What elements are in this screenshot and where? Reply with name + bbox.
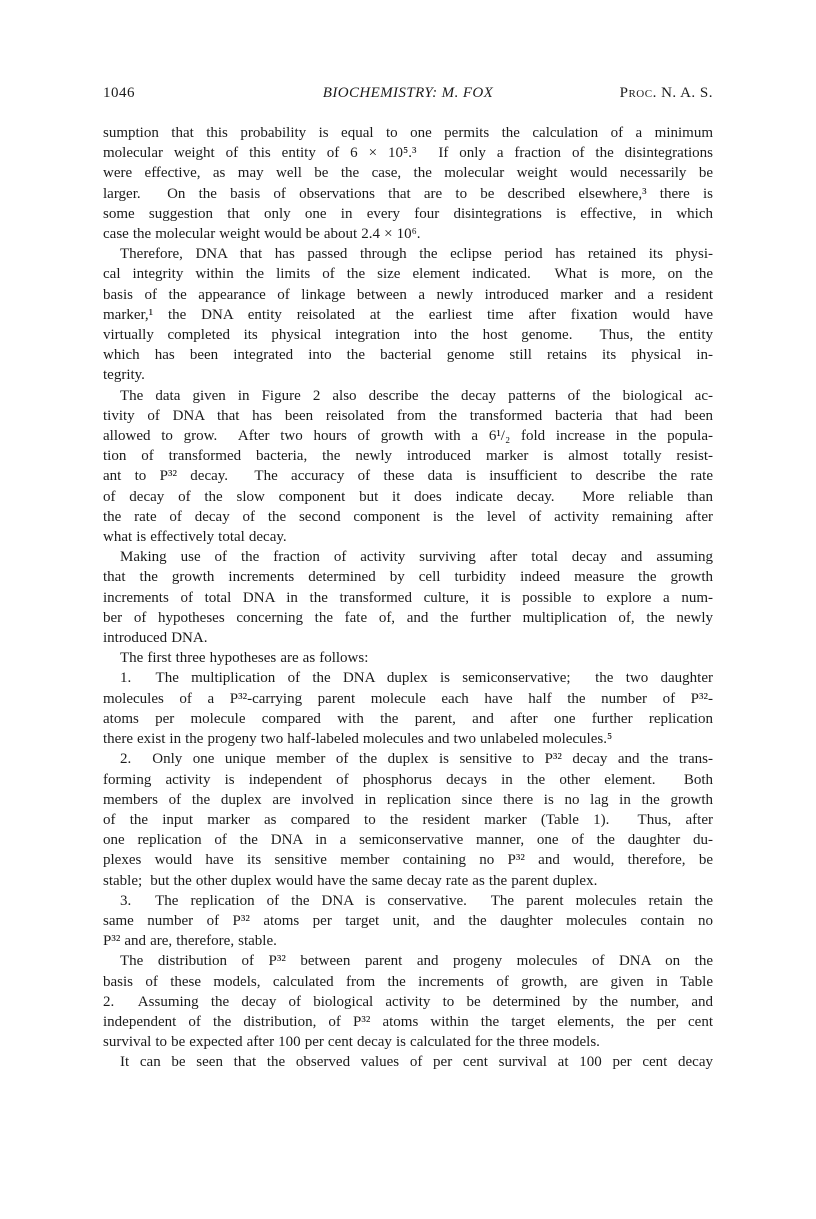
text-line-p9-l5: survival to be expected after 100 per cent decay is calculated for the three models.	[103, 1034, 600, 1051]
text-line-p6-l1: 1. The multiplication of the DNA duplex is semiconservative; the two daughter	[120, 670, 713, 687]
running-title: BIOCHEMISTRY: M. FOX	[322, 85, 494, 101]
text-line-p7-l7: stable; but the other duplex would have the same decay rate as the parent duplex.	[103, 872, 598, 889]
text-line-p4-l3: increments of total DNA in the transformed culture, it is possible to explore a num-	[103, 589, 713, 606]
text-line-p1-l2: molecular weight of this entity of 6 × 10⁵.³ If only a fraction of the disintegrations	[103, 145, 713, 162]
text-line-p9-l4: independent of the distribution, of P³² atoms within the target elements, the per cent	[103, 1013, 713, 1030]
text-line-p1-l1: sumption that this probability is equal to one permits the calculation of a minimum	[103, 125, 713, 141]
text-line-p7-l3: members of the duplex are involved in replication since there is no lag in the growth	[103, 791, 713, 808]
text-line-p2-l4: marker,¹ the DNA entity reisolated at the earliest time after fixation would have	[103, 306, 713, 323]
text-line-p1-l5: some suggestion that only one in every four disintegrations is effective, in which	[103, 205, 713, 222]
text-line-p7-l4: of the input marker as compared to the resident marker (Table 1). Thus, after	[103, 811, 713, 828]
text-line-p6-l2: molecules of a P³²-carrying parent molecule each have half the number of P³²-	[103, 690, 713, 707]
text-line-p4-l4: ber of hypotheses concerning the fate of, and the further multiplication of, the newly	[103, 609, 713, 626]
text-line-p3-l2: tivity of DNA that has been reisolated from the transformed bacteria that had been	[103, 407, 713, 424]
text-line-p9-l2: basis of these models, calculated from the increments of growth, are given in Table	[103, 973, 713, 990]
text-line-p2-l2: cal integrity within the limits of the size element indicated. What is more, on the	[103, 266, 713, 283]
text-line-p4-l1: Making use of the fraction of activity surviving after total decay and assuming	[120, 549, 713, 566]
text-line-p9-l1: The distribution of P³² between parent and progeny molecules of DNA on the	[120, 953, 713, 970]
running-header	[103, 85, 713, 102]
text-line-p8-l1: 3. The replication of the DNA is conservative. The parent molecules retain the	[120, 892, 713, 909]
text-line-p10-l1: It can be seen that the observed values of per cent survival at 100 per cent decay	[120, 1054, 713, 1071]
text-line-p3-l8: what is effectively total decay.	[103, 529, 287, 546]
text-line-p2-l6: which has been integrated into the bacterial genome still retains its physical in-	[103, 347, 713, 364]
text-line-p8-l2: same number of P³² atoms per target unit, and the daughter molecules contain no	[103, 912, 713, 929]
text-line-p2-l1: Therefore, DNA that has passed through the eclipse period has retained its physi-	[120, 246, 713, 263]
text-line-p1-l4: larger. On the basis of observations that are to be described elsewhere,³ there is	[103, 185, 713, 202]
text-line-p1-l6: case the molecular weight would be about 2.4 × 10⁶.	[103, 226, 421, 243]
text-line-p3-l7: the rate of decay of the second component is the level of activity remaining after	[103, 508, 713, 525]
text-line-p3-l1: The data given in Figure 2 also describe the decay patterns of the biological ac-	[120, 387, 713, 404]
text-line-p7-l6: plexes would have its sensitive member containing no P³² and would, therefore, be	[103, 852, 713, 869]
text-line-p7-l1: 2. Only one unique member of the duplex is sensitive to P³² decay and the trans-	[120, 751, 713, 768]
text-line-p3-l4: tion of transformed bacteria, the newly introduced marker is almost totally resist-	[103, 448, 713, 465]
text-line-p3-l5: ant to P³² decay. The accuracy of these data is insufficient to describe the rate	[103, 468, 713, 485]
text-line-p1-l3: were effective, as may well be the case, the molecular weight would necessarily be	[103, 165, 713, 182]
text-line-p2-l5: virtually completed its physical integration into the host genome. Thus, the entity	[103, 327, 713, 344]
text-line-p5-l1: The first three hypotheses are as follows:	[120, 650, 369, 667]
text-line-p6-l4: there exist in the progeny two half-labeled molecules and two unlabeled molecules.⁵	[103, 731, 613, 748]
text-line-p3-l6: of decay of the slow component but it does indicate decay. More reliable than	[103, 488, 713, 505]
text-line-p9-l3: 2. Assuming the decay of biological activity to be determined by the number, and	[103, 993, 713, 1010]
text-line-p4-l2: that the growth increments determined by cell turbidity indeed measure the growth	[103, 569, 713, 586]
text-line-p7-l2: forming activity is independent of phosphorus decays in the other element. Both	[103, 771, 713, 788]
text-line-p7-l5: one replication of the DNA in a semiconservative manner, one of the daughter du-	[103, 832, 713, 849]
text-line-p8-l3: P³² and are, therefore, stable.	[103, 933, 277, 950]
body-text	[103, 123, 713, 1073]
page-number: 1046	[103, 85, 135, 101]
journal-name: Proc. N. A. S.	[619, 85, 713, 101]
text-line-p6-l3: atoms per molecule compared with the parent, and after one further replication	[103, 710, 713, 727]
text-line-p2-l3: basis of the appearance of linkage between a newly introduced marker and a resident	[103, 286, 713, 303]
text-line-p3-l3: allowed to grow. After two hours of growth with a 6¹/₂ fold increase in the popula-	[103, 428, 713, 445]
text-line-p4-l5: introduced DNA.	[103, 630, 208, 647]
text-line-p2-l7: tegrity.	[103, 367, 145, 384]
